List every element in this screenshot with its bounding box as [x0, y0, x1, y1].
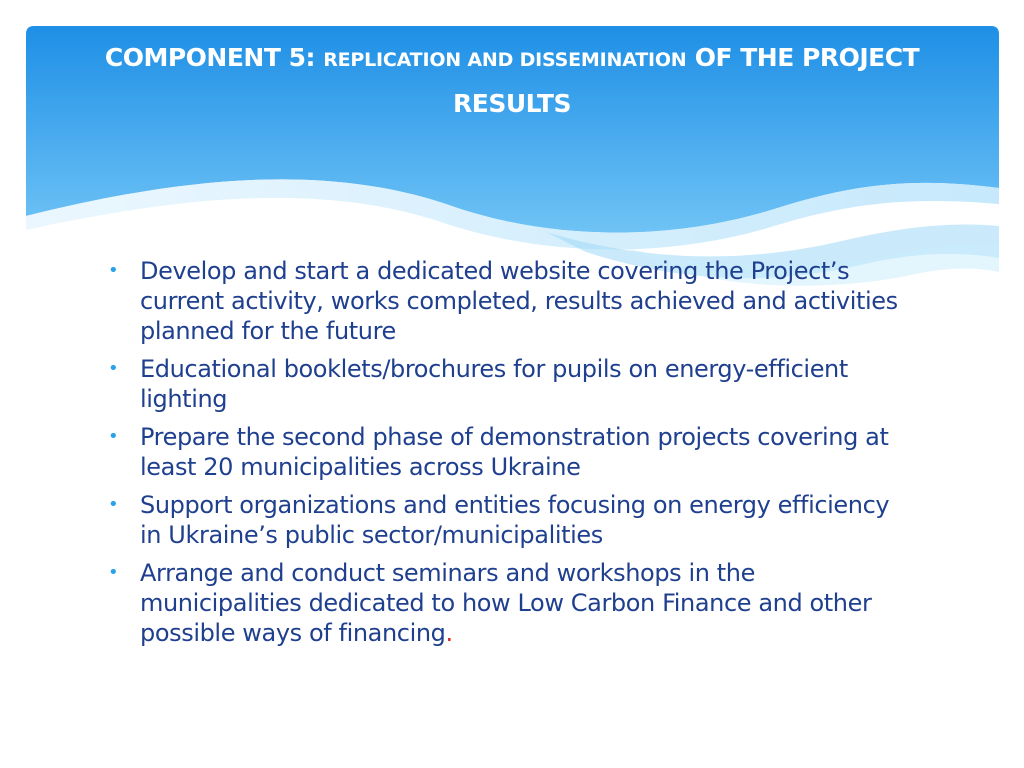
slide-title-lead: COMPONENT 5: — [104, 43, 324, 72]
bullet-text: Arrange and conduct seminars and workshops in the municipalities dedicated to how Low Carbon Finance and other possible ways of financing — [140, 559, 872, 647]
bullet-text: Develop and start a dedicated website covering the Project’s current activity, works completed, results achieved and activities planned for the future — [140, 257, 898, 345]
bullet-dot-icon: • — [108, 562, 119, 583]
bullet-item — [106, 256, 906, 346]
bullet-dot-icon: • — [108, 358, 119, 379]
bullet-item — [106, 558, 906, 648]
bullet-dot-icon: • — [108, 494, 119, 515]
bullet-text: Educational booklets/brochures for pupils on energy-efficient lighting — [140, 355, 848, 413]
slide-title-tail: OF THE PROJECT RESULTS — [453, 43, 920, 118]
bullet-item — [106, 422, 906, 482]
bullet-dot-icon: • — [108, 426, 119, 447]
bullet-text: Prepare the second phase of demonstration projects covering at least 20 municipalities across Ukraine — [140, 423, 889, 481]
bullet-list — [106, 256, 906, 648]
bullet-item — [106, 490, 906, 550]
bullet-text: Support organizations and entities focusing on energy efficiency in Ukraine’s public sector/municipalities — [140, 491, 890, 549]
slide-title — [60, 36, 964, 126]
accent-period: . — [445, 619, 453, 647]
bullet-item — [106, 354, 906, 414]
slide-body — [106, 256, 906, 656]
slide-title-smallcaps: REPLICATION AND DISSEMINATION — [323, 49, 687, 71]
bullet-dot-icon: • — [108, 260, 119, 281]
